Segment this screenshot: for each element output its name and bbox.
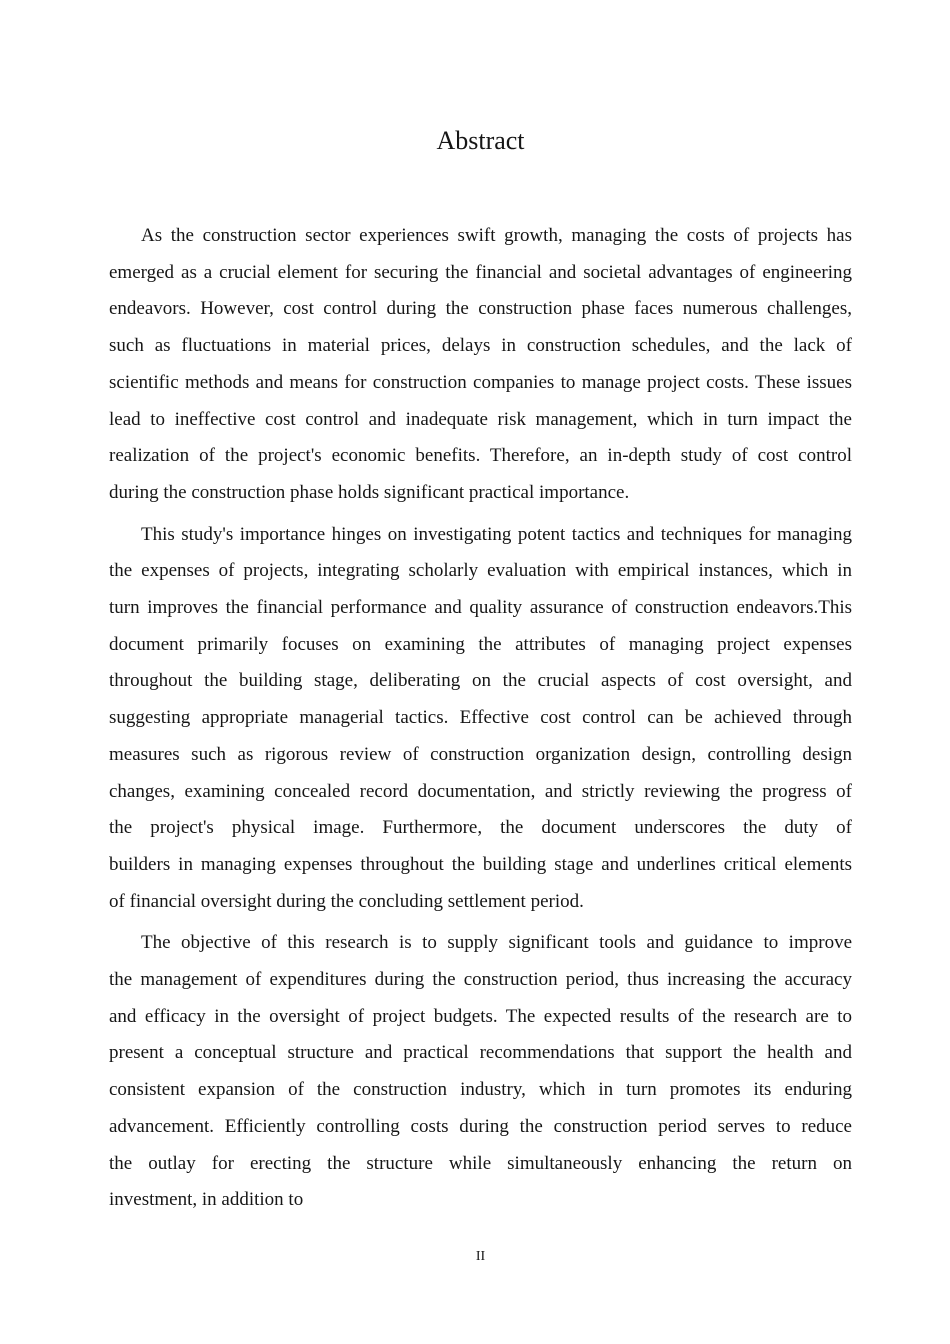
text-line: realization of the project's economic benefits. Therefore, an in-depth study of cost control: [109, 445, 852, 467]
text-line: present a conceptual structure and practical recommendations that support the health and: [109, 1042, 852, 1064]
text-line: and efficacy in the oversight of project budgets. The expected results of the research are to: [109, 1005, 852, 1027]
text-line: such as fluctuations in material prices, delays in construction schedules, and the lack of: [109, 335, 852, 357]
text-line: measures such as rigorous review of construction organization design, controlling design: [109, 743, 852, 765]
text-line: consistent expansion of the construction industry, which in turn promotes its enduring: [109, 1079, 852, 1101]
text-line: throughout the building stage, deliberating on the crucial aspects of cost oversight, and: [109, 670, 852, 692]
text-line: the project's physical image. Furthermore, the document underscores the duty of: [109, 817, 852, 839]
text-line: the expenses of projects, integrating scholarly evaluation with empirical instances, which in: [109, 560, 852, 582]
paragraph: [109, 218, 852, 512]
text-line: advancement. Efficiently controlling costs during the construction period serves to reduce: [109, 1115, 852, 1137]
text-line: document primarily focuses on examining the attributes of managing project expenses: [109, 633, 852, 655]
text-line: builders in managing expenses throughout the building stage and underlines critical elements: [109, 853, 852, 875]
text-line: scientific methods and means for construction companies to manage project costs. These issues: [109, 371, 852, 393]
page-number: II: [475, 1249, 486, 1264]
text-line: turn improves the financial performance and quality assurance of construction endeavors.This: [109, 597, 852, 619]
page-title: Abstract: [436, 126, 525, 155]
abstract-paragraphs: [109, 218, 852, 1224]
text-line: This study's importance hinges on investigating potent tactics and techniques for managing: [141, 523, 852, 545]
text-line: lead to ineffective cost control and inadequate risk management, which in turn impact the: [109, 408, 852, 430]
text-line: As the construction sector experiences swift growth, managing the costs of projects has: [141, 225, 852, 246]
text-line: suggesting appropriate managerial tactics. Effective cost control can be achieved through: [109, 707, 852, 729]
text-line: during the construction phase holds significant practical importance.: [109, 481, 630, 503]
text-line: emerged as a crucial element for securing the financial and societal advantages of engineering: [109, 261, 852, 283]
text-line: the management of expenditures during the construction period, thus increasing the accuracy: [109, 969, 852, 991]
text-line: The objective of this research is to supply significant tools and guidance to improve: [141, 932, 852, 954]
text-line: endeavors. However, cost control during the construction phase faces numerous challenges,: [109, 298, 852, 320]
text-line: investment, in addition to: [109, 1189, 304, 1211]
paragraph: [109, 517, 852, 921]
paragraph: [109, 925, 852, 1219]
text-line: changes, examining concealed record documentation, and strictly reviewing the progress of: [109, 780, 852, 802]
text-line: the outlay for erecting the structure while simultaneously enhancing the return on: [109, 1152, 852, 1174]
text-line: of financial oversight during the concluding settlement period.: [109, 890, 584, 912]
